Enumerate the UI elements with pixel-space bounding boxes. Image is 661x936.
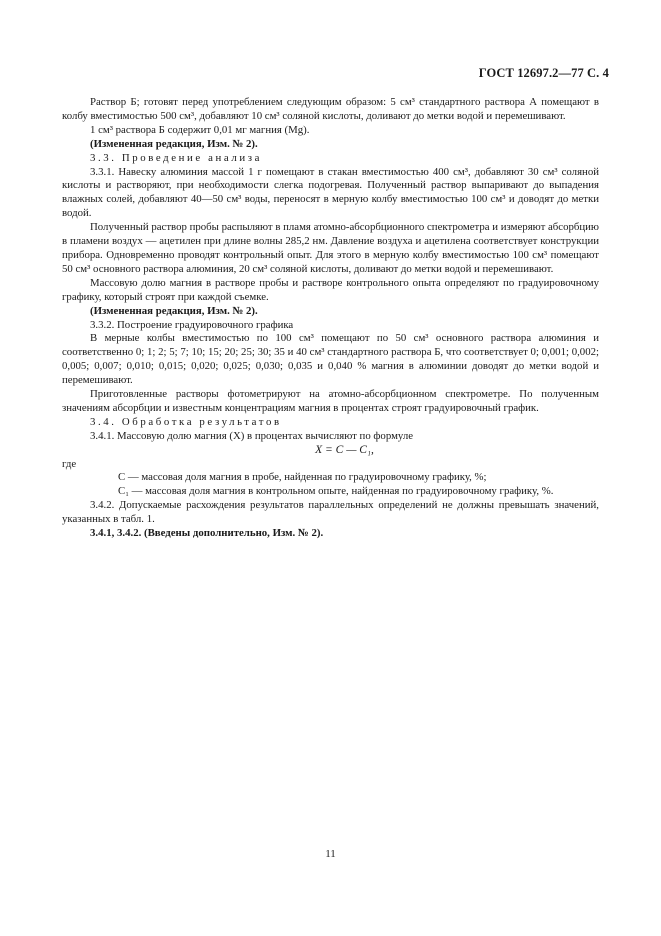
amendment-note-3: 3.4.1, 3.4.2. (Введены дополнительно, Изм. № 2). — [90, 527, 324, 540]
document-body — [62, 96, 599, 541]
definition-c1: C₁ — массовая доля магния в контрольном опыте, найденная по градуировочному графику, %. — [118, 485, 554, 498]
where-label: где — [62, 457, 77, 470]
paragraph-3-4-1: 3.4.1. Массовую долю магния (X) в процентах вычисляют по формуле — [90, 429, 413, 442]
paragraph-photometry: Приготовленные растворы фотометрируют на атомно-абсорбционном спектрометре. По полученным значениям абсорбции и известным концентрациям магния в процентах строят градуировочный график. — [62, 388, 599, 414]
amendment-note-2: (Измененная редакция, Изм. № 2). — [90, 304, 258, 317]
paragraph-3-4-2: 3.4.2. Допускаемые расхождения результатов параллельных определений не должны превышать значений, указанных в табл. 1. — [62, 499, 599, 526]
amendment-note-1: (Измененная редакция, Изм. № 2). — [90, 137, 258, 150]
section-heading-results: 3.4. Обработка результатов — [90, 415, 282, 428]
paragraph-3-3-1: 3.3.1. Навеску алюминия массой 1 г помещают в стакан вместимостью 400 см³, добавляют 30 см³ соляной кислоты и растворяют, при необходимости слегка подогревая. Полученный раствор выпаривают до выпадения влажных солей, добавляют 40—50 см³ воды, переносят в мерную колбу вместимостью 100 см³ и доводят до метки водой. — [62, 165, 599, 220]
paragraph-spectrometer: Полученный раствор пробы распыляют в пламя атомно-абсорбционного спектрометра и измеряют абсорбцию в пламени воздух — ацетилен при длине волны 285,2 нм. Давление воздуха и ацетилена соответствует конструкции прибора. Одновременно проводят контрольный опыт. Для этого в мерную колбу вместимостью 100 см³ помещают 50 см³ основного раствора алюминия, 20 см³ соляной кислоты, доливают до метки водой и перемешивают. — [62, 221, 599, 275]
paragraph-mass-fraction: Массовую долю магния в растворе пробы и растворе контрольного опыта определяют по градуировочному графику, который строят при каждой съемке. — [62, 276, 599, 303]
page-header: ГОСТ 12697.2—77 С. 4 — [478, 66, 609, 80]
section-heading-analysis: 3.3. Проведение анализа — [90, 151, 262, 164]
paragraph-solution-b-content: 1 см³ раствора Б содержит 0,01 мг магния (Mg). — [90, 123, 310, 136]
paragraph-calibration-flasks: В мерные колбы вместимостью по 100 см³ помещают по 50 см³ основного раствора алюминия и соответственно 0; 1; 2; 5; 7; 10; 15; 20; 25; 30; 35 и 40 см³ стандартного раствора Б, что соответствует 0; 0,001; 0,002; 0,005; 0,007; 0,010; 0,015; 0,020; 0,025; 0,030; 0,035 и 0,040 % магния в алюминии доводят до метки водой и перемешивают. — [62, 332, 599, 387]
section-heading-calibration: 3.3.2. Построение градуировочного графика — [90, 318, 294, 331]
definition-c: C — массовая доля магния в пробе, найденная по градуировочному графику, %; — [118, 471, 487, 484]
paragraph-solution-b: Раствор Б; готовят перед употреблением следующим образом: 5 см³ стандартного раствора А помещают в колбу вместимостью 500 см³, добавляют 10 см³ соляной кислоты, доливают до метки водой и перемешивают. — [62, 96, 599, 122]
page-number: 11 — [325, 848, 336, 860]
formula: X = C — C₁, — [315, 443, 374, 456]
